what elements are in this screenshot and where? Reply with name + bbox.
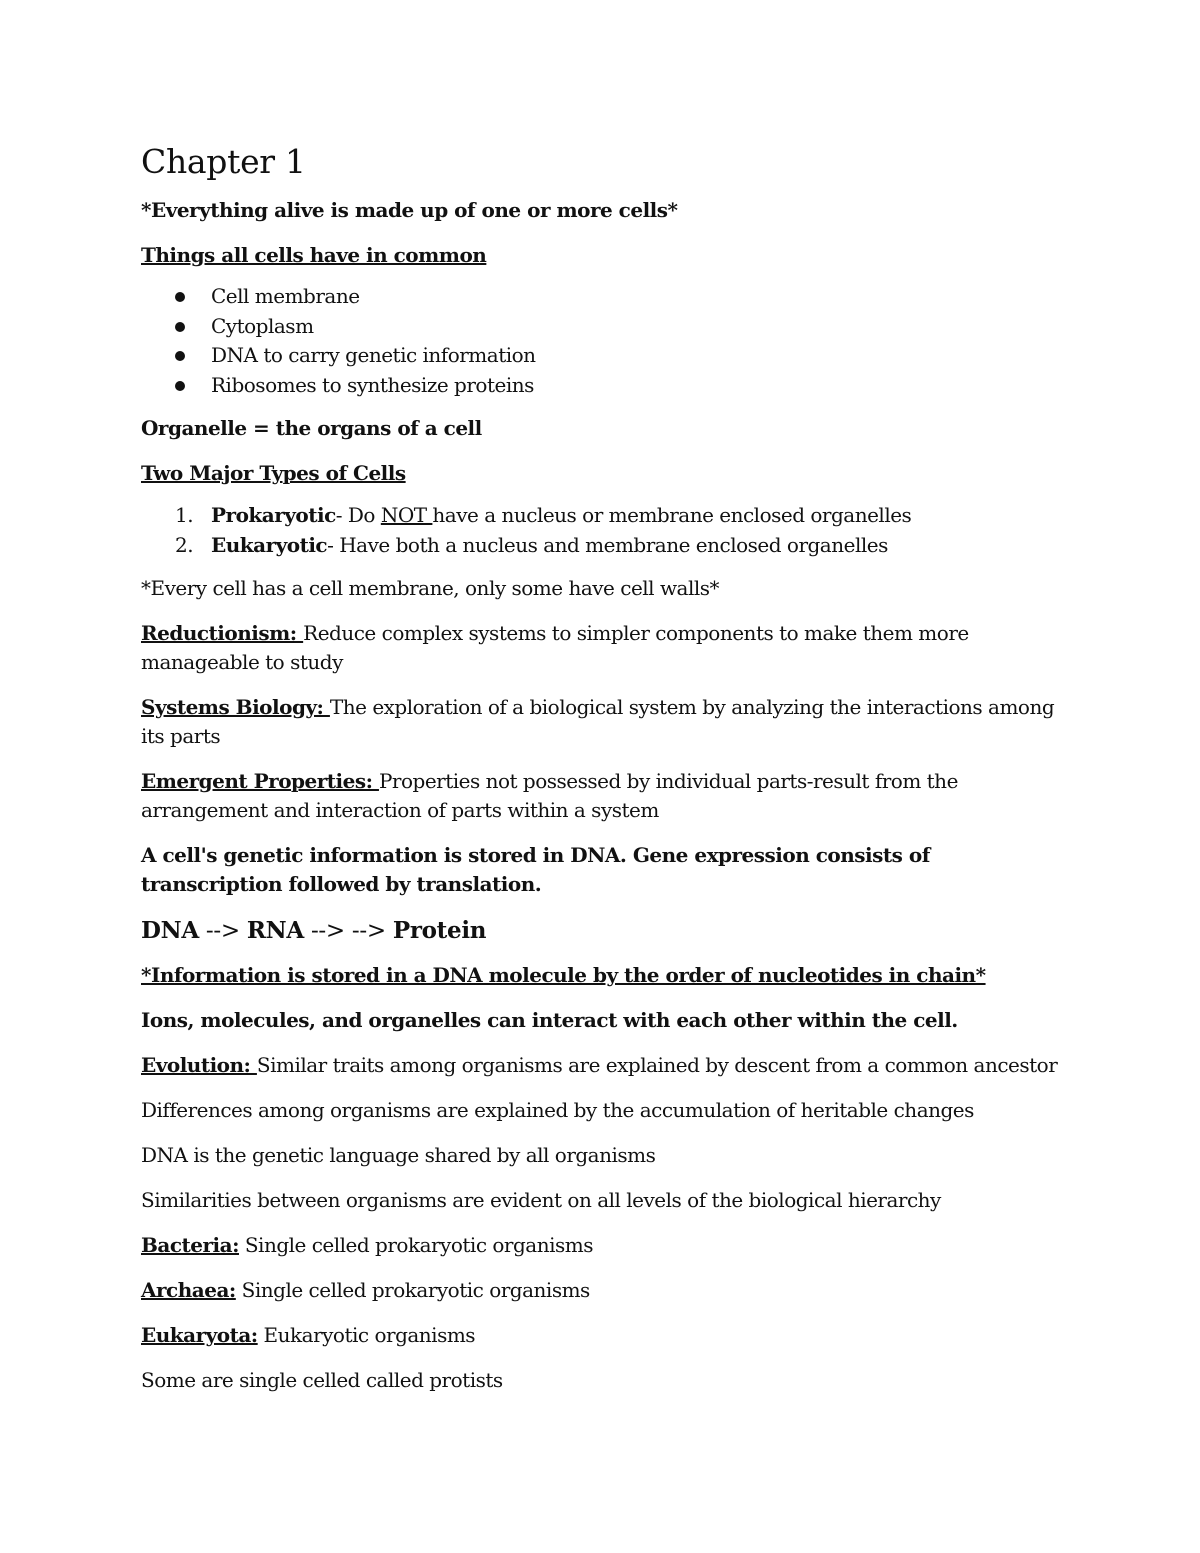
bullet-icon [175, 292, 185, 302]
def-text: - Have both a nucleus and membrane enclosed organelles [327, 533, 888, 557]
term-reductionism: Reductionism: [141, 621, 304, 645]
list-item-text: DNA to carry genetic information [211, 343, 536, 367]
types-heading: Two Major Types of Cells [141, 461, 406, 485]
info-stored-statement: *Information is stored in a DNA molecule by the order of nucleotides in chain* [141, 963, 986, 987]
def-text: Single celled prokaryotic organisms [238, 1233, 593, 1257]
interaction-statement: Ions, molecules, and organelles can interact with each other within the cell. [141, 1008, 958, 1032]
list-item [141, 371, 1066, 401]
term-emergent-properties: Emergent Properties: [141, 769, 379, 793]
list-item [141, 341, 1066, 371]
flow-dna: DNA [141, 917, 199, 944]
bullet-icon [175, 322, 185, 332]
list-item-text: Ribosomes to synthesize proteins [211, 372, 534, 397]
dna-language-statement: DNA is the genetic language shared by all organisms [141, 1143, 656, 1167]
flow-protein: Protein [392, 917, 487, 944]
bacteria-entry [141, 1231, 1066, 1260]
def-text: Eukaryotic organisms [257, 1323, 476, 1347]
term-systems-biology: Systems Biology: [141, 695, 330, 719]
def-text: Single celled prokaryotic organisms [235, 1278, 590, 1302]
list-item [141, 500, 1066, 530]
list-item-text: Cell membrane [211, 284, 360, 308]
def-text: The exploration of a biological system by analyzing the interactions among its parts [141, 695, 1055, 748]
document-page [141, 140, 1066, 1411]
flow-arrow: --> --> [303, 918, 393, 944]
term-archaea: Archaea: [141, 1278, 236, 1302]
reductionism-entry [141, 619, 1066, 677]
page-title: Chapter 1 [141, 142, 306, 181]
term-bacteria: Bacteria: [141, 1233, 239, 1257]
bullet-icon [175, 381, 185, 391]
emphasis-not: NOT [380, 503, 433, 527]
cell-wall-note: *Every cell has a cell membrane, only some have cell walls* [141, 576, 720, 600]
types-list [141, 500, 1066, 560]
term-eukaryota: Eukaryota: [141, 1323, 258, 1347]
intro-statement: *Everything alive is made up of one or more cells* [141, 198, 678, 222]
similarities-statement: Similarities between organisms are evident on all levels of the biological hierarchy [141, 1188, 941, 1212]
eukaryota-entry [141, 1321, 1066, 1350]
differences-statement: Differences among organisms are explained by the accumulation of heritable changes [141, 1098, 974, 1122]
list-number: 1. [175, 503, 194, 527]
def-text: Similar traits among organisms are explained by descent from a common ancestor [256, 1053, 1058, 1077]
protists-statement: Some are single celled called protists [141, 1368, 503, 1392]
list-item [141, 312, 1066, 342]
archaea-entry [141, 1276, 1066, 1305]
list-item-text: Cytoplasm [211, 313, 314, 338]
term-evolution: Evolution: [141, 1053, 257, 1077]
list-item [141, 530, 1066, 560]
flow-arrow: --> [198, 918, 247, 944]
def-text: have a nucleus or membrane enclosed organelles [432, 503, 912, 527]
genetic-info-statement: A cell's genetic information is stored in DNA. Gene expression consists of transcription followed by translation. [141, 843, 930, 896]
def-text: Reduce complex systems to simpler components to make them more manageable to study [141, 621, 969, 674]
flow-rna: RNA [246, 917, 304, 944]
def-text: - Do [335, 503, 381, 527]
list-item [141, 282, 1066, 312]
central-dogma-flow [141, 915, 1066, 947]
term-eukaryotic: Eukaryotic [211, 533, 328, 557]
bullet-icon [175, 351, 185, 361]
list-number: 2. [175, 533, 194, 557]
def-text: Properties not possessed by individual parts-result from the arrangement and interaction of parts within a system [141, 769, 958, 822]
emergent-properties-entry [141, 767, 1066, 825]
systems-biology-entry [141, 693, 1066, 751]
organelle-definition: Organelle = the organs of a cell [141, 416, 482, 440]
common-list [141, 282, 1066, 400]
evolution-entry [141, 1051, 1066, 1080]
term-prokaryotic: Prokaryotic [211, 503, 336, 527]
common-heading: Things all cells have in common [141, 243, 487, 267]
